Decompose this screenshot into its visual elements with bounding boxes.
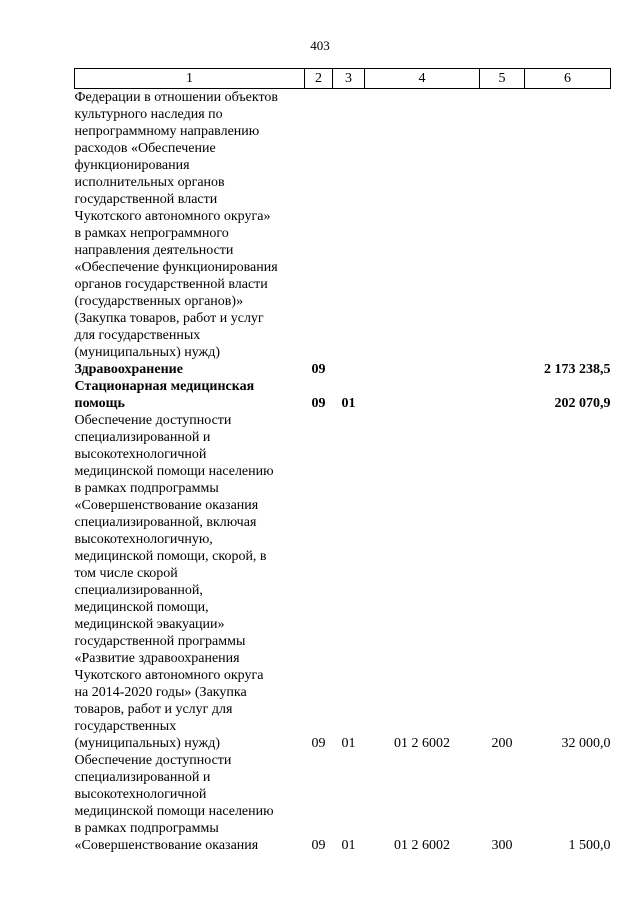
row-target-code: 01 2 6002 [394, 838, 450, 853]
row-name-line: Обеспечение доступности [74, 413, 232, 428]
row-target-code [365, 378, 480, 412]
page-number: 403 [310, 38, 330, 53]
row-name-line: в рамках подпрограммы [74, 481, 219, 496]
row-name-line: Стационарная медицинская [74, 379, 255, 394]
row-name-line: расходов «Обеспечение [74, 141, 216, 156]
row-name-line: специализированной, [74, 583, 203, 598]
column-header-4: 4 [365, 69, 480, 89]
row-name-line: Здравоохранение [74, 362, 183, 377]
table-header-row [75, 69, 611, 89]
table-row [75, 412, 611, 752]
row-name-line: специализированной и [74, 430, 211, 445]
row-name-line: «Развитие здравоохранения [74, 651, 240, 666]
table-row [75, 361, 611, 378]
row-name-line: функционирования [74, 158, 190, 173]
column-header-5: 5 [480, 69, 525, 89]
row-name-line: медицинской помощи населению [74, 804, 274, 819]
row-name-line: медицинской помощи, скорой, в [74, 549, 267, 564]
row-name-line: «Совершенствование оказания [74, 498, 259, 513]
row-section: 09 [311, 396, 326, 411]
row-expense-type: 300 [491, 838, 513, 853]
table-row [75, 752, 611, 854]
row-name-line: высокотехнологичной [74, 787, 207, 802]
row-name-line: государственных [74, 719, 177, 734]
row-amount: 1 500,0 [568, 838, 611, 853]
row-target-code [365, 89, 480, 362]
row-expense-type [480, 378, 525, 412]
row-name-line: медицинской помощи, [74, 600, 209, 615]
row-name-line: (муниципальных) нужд) [74, 345, 221, 360]
row-name-line: (Закупка товаров, работ и услуг [74, 311, 264, 326]
row-name-line: государственной власти [74, 192, 218, 207]
row-target-code [365, 361, 480, 378]
row-target-code: 01 2 6002 [394, 736, 450, 751]
row-name-line: товаров, работ и услуг для [74, 702, 233, 717]
row-name-line: для государственных [74, 328, 201, 343]
row-amount: 202 070,9 [554, 396, 611, 411]
row-name-line: специализированной и [74, 770, 211, 785]
row-name-line: том числе скорой [74, 566, 178, 581]
row-name-line: культурного наследия по [74, 107, 223, 122]
row-name-line: (муниципальных) нужд) [74, 736, 221, 751]
row-amount: 2 173 238,5 [544, 362, 611, 377]
row-name-line: медицинской помощи населению [74, 464, 274, 479]
row-section: 09 [311, 838, 326, 853]
row-section: 09 [311, 736, 326, 751]
row-name [75, 378, 305, 412]
row-name-line: в рамках подпрограммы [74, 821, 219, 836]
row-name-line: помощь [74, 396, 125, 411]
table-row [75, 378, 611, 412]
row-name-line: медицинской эвакуации» [74, 617, 225, 632]
row-name-line: исполнительных органов [74, 175, 225, 190]
row-name-line: «Совершенствование оказания [74, 838, 259, 853]
row-name-line: Федерации в отношении объектов [74, 90, 279, 105]
column-header-3: 3 [333, 69, 365, 89]
row-name [75, 89, 305, 362]
row-name-line: Чукотского автономного округа» [74, 209, 271, 224]
row-name-line: Обеспечение доступности [74, 753, 232, 768]
row-name [75, 361, 305, 378]
row-expense-type: 200 [491, 736, 513, 751]
row-amount [525, 89, 611, 362]
table-row [75, 89, 611, 362]
column-header-6: 6 [525, 69, 611, 89]
row-name-line: «Обеспечение функционирования [74, 260, 278, 275]
row-name-line: (государственных органов)» [74, 294, 244, 309]
row-subsection: 01 [341, 838, 356, 853]
row-name-line: направления деятельности [74, 243, 234, 258]
row-name-line: на 2014-2020 годы» (Закупка [74, 685, 247, 700]
column-header-1: 1 [75, 69, 305, 89]
row-name-line: органов государственной власти [74, 277, 268, 292]
row-name-line: специализированной, включая [74, 515, 257, 530]
row-name-line: высокотехнологичной [74, 447, 207, 462]
row-subsection: 01 [341, 736, 356, 751]
row-subsection: 01 [341, 396, 356, 411]
row-name [75, 412, 305, 752]
row-subsection [333, 89, 365, 362]
row-name-line: в рамках непрограммного [74, 226, 229, 241]
row-section: 09 [311, 362, 326, 377]
budget-table [74, 68, 611, 854]
row-subsection [333, 361, 365, 378]
row-amount: 32 000,0 [561, 736, 611, 751]
row-expense-type [480, 361, 525, 378]
row-name-line: Чукотского автономного округа [74, 668, 264, 683]
row-expense-type [480, 89, 525, 362]
row-name-line: высокотехнологичную, [74, 532, 213, 547]
row-name [75, 752, 305, 854]
row-section [305, 89, 333, 362]
column-header-2: 2 [305, 69, 333, 89]
row-name-line: непрограммному направлению [74, 124, 260, 139]
row-name-line: государственной программы [74, 634, 246, 649]
